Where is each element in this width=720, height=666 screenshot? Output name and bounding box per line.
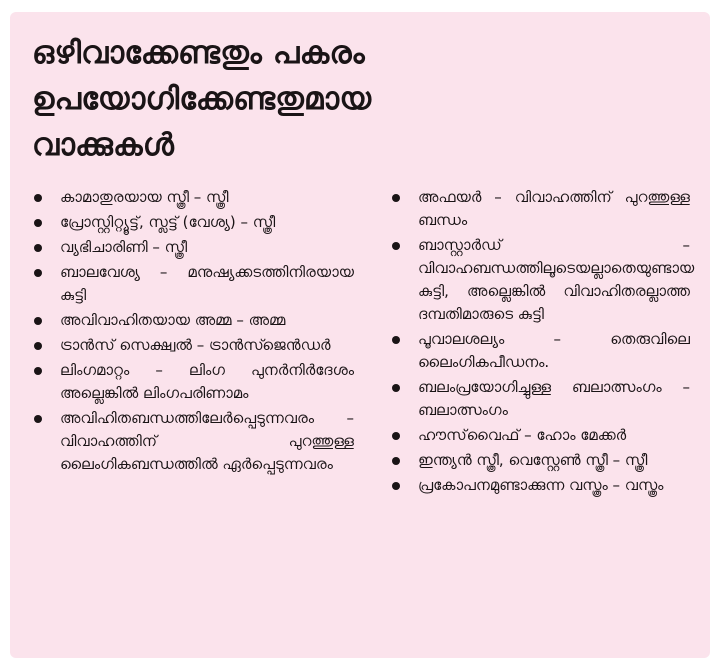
list-item-text: ബലംപ്രയോഗിച്ചുള്ള ബലാത്സംഗം – ബലാത്സംഗം <box>418 378 690 419</box>
bullet-icon <box>34 269 42 277</box>
list-item <box>32 359 354 405</box>
left-word-list <box>32 186 354 476</box>
bullet-icon <box>34 415 42 423</box>
word-columns <box>32 186 695 499</box>
list-item-text: കാമാതുരയായ സ്ത്രീ – സ്ത്രീ <box>60 188 229 206</box>
bullet-icon <box>34 244 42 252</box>
bullet-icon <box>392 432 400 440</box>
list-item-text: ലിംഗമാറ്റം – ലിംഗ പുനർനിർദേശം അല്ലെങ്കിൽ ലിംഗപരിണാമം <box>60 361 354 402</box>
list-item <box>32 211 354 234</box>
list-item <box>32 334 354 357</box>
list-item-text: അഫയർ – വിവാഹത്തിന് പുറത്തുള്ള ബന്ധം <box>418 188 690 229</box>
bullet-icon <box>392 336 400 344</box>
list-item-text: അവിവാഹിതയായ അമ്മ – അമ്മ <box>60 311 286 329</box>
list-item-text: ബാസ്റ്റാർഡ് – വിവാഹബന്ധത്തിലൂടെയല്ലാതെയുണ്ടായ കുട്ടി, അല്ലെങ്കിൽ വിവാഹിതരല്ലാത്ത ദമ്പതിമാരുടെ കുട്ടി <box>418 236 695 323</box>
bullet-icon <box>392 384 400 392</box>
title-line-3: വാക്കുകൾ <box>32 127 175 163</box>
list-item <box>32 261 354 307</box>
list-item-text: ട്രാൻസ് സെക്ഷ്വൽ – ട്രാൻസ്ജെൻഡർ <box>60 336 331 354</box>
list-item <box>390 424 690 447</box>
title-line-1: ഒഴിവാക്കേണ്ടതും പകരം <box>32 35 365 71</box>
page-title <box>32 30 690 168</box>
bullet-icon <box>34 194 42 202</box>
list-item <box>32 309 354 332</box>
list-item <box>32 236 354 259</box>
list-item <box>390 449 690 472</box>
bullet-icon <box>392 242 400 250</box>
list-item-text: വ്യഭിചാരിണി – സ്ത്രീ <box>60 238 188 256</box>
list-item <box>390 376 690 422</box>
bullet-icon <box>34 219 42 227</box>
right-column <box>390 186 695 499</box>
list-item <box>390 186 690 232</box>
list-item-text: അവിഹിതബന്ധത്തിലേർപ്പെടുന്നവരം – വിവാഹത്തിന് പുറത്തുള്ള ലൈംഗികബന്ധത്തിൽ ഏർപ്പെടുന്നവരം <box>60 409 354 473</box>
bullet-icon <box>34 317 42 325</box>
bullet-icon <box>34 342 42 350</box>
list-item <box>390 328 690 374</box>
list-item-text: പൂവാലശല്യം – തെരുവിലെ ലൈംഗികപീഡനം. <box>418 330 690 371</box>
left-column <box>32 186 354 499</box>
list-item-text: പ്രകോപനമുണ്ടാക്കുന്ന വസ്ത്രം – വസ്ത്രം <box>418 476 664 494</box>
list-item <box>32 407 354 476</box>
list-item-text: ഇന്ത്യൻ സ്ത്രീ, വെസ്റ്റേൺ സ്ത്രീ – സ്ത്രീ <box>418 451 648 469</box>
list-item <box>32 186 354 209</box>
list-item-text: ഹൗസ്‌വൈഫ് – ഹോം മേക്കർ <box>418 426 627 444</box>
bullet-icon <box>392 457 400 465</box>
list-item <box>390 234 695 326</box>
list-item <box>390 474 690 497</box>
right-word-list <box>390 186 695 497</box>
bullet-icon <box>392 194 400 202</box>
bullet-icon <box>34 367 42 375</box>
list-item-text: ബാലവേശ്യ – മനുഷ്യക്കടത്തിനിരയായ കുട്ടി <box>60 263 354 304</box>
document-card <box>10 12 710 658</box>
list-item-text: പ്രോസ്റ്റിറ്റ്യൂട്ട്, സ്ലട്ട് (വേശ്യ) – സ്ത്രീ <box>60 213 276 231</box>
title-line-2: ഉപയോഗിക്കേണ്ടതുമായ <box>32 81 372 117</box>
bullet-icon <box>392 482 400 490</box>
